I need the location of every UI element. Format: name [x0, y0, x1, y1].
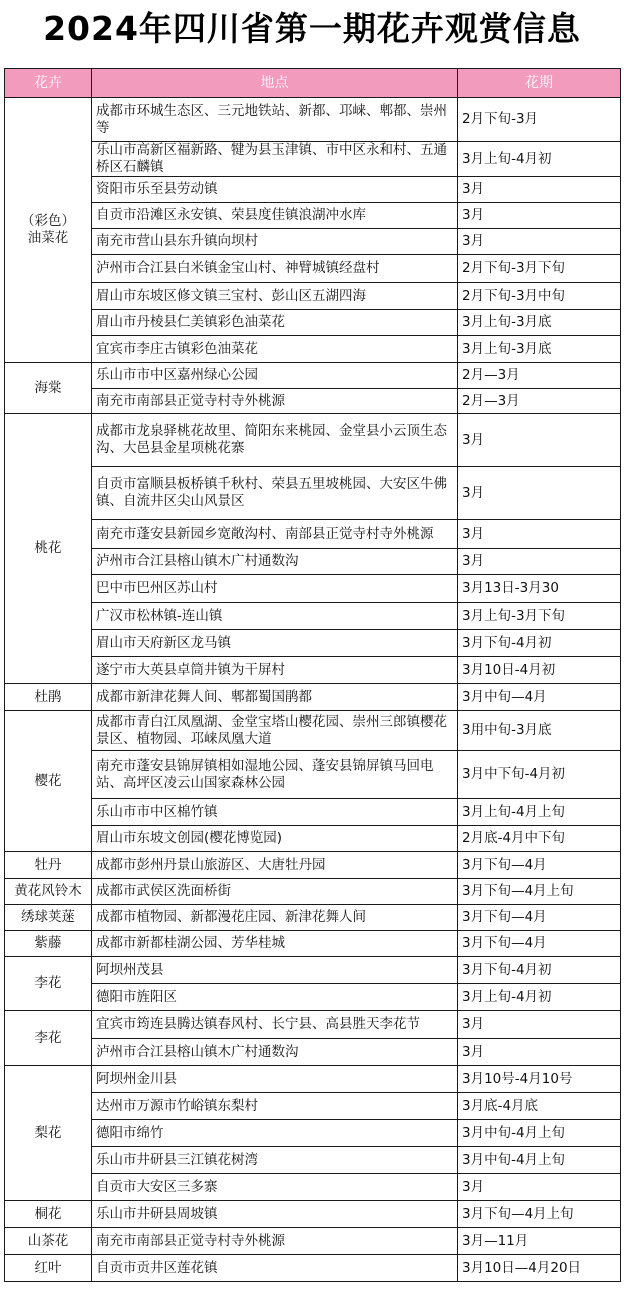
table-row — [5, 630, 621, 657]
flower-cell: 李花 — [5, 1011, 92, 1066]
flower-cell: 牡丹 — [5, 852, 92, 879]
period-cell: 3月 — [458, 1174, 621, 1201]
location-cell: 眉山市东坡区修文镇三宝村、彭山区五湖四海 — [92, 283, 458, 310]
location-cell: 泸州市合江县榕山镇木广村通数沟 — [92, 1039, 458, 1066]
table-row — [5, 575, 621, 603]
table-row — [5, 363, 621, 389]
location-cell: 眉山市丹棱县仁美镇彩色油菜花 — [92, 310, 458, 336]
period-cell: 3月下旬—4月 — [458, 852, 621, 879]
flower-cell: （彩色） 油菜花 — [5, 98, 92, 363]
table-row — [5, 1255, 621, 1282]
location-cell: 自贡市沿滩区永安镇、荣县度佳镇浪湖冲水库 — [92, 203, 458, 229]
location-cell: 成都市彭州丹景山旅游区、大唐牡丹园 — [92, 852, 458, 879]
period-cell: 3月 — [458, 1011, 621, 1039]
flower-table — [4, 68, 621, 1282]
period-cell: 3月上旬-3月下旬 — [458, 603, 621, 630]
table-row — [5, 684, 621, 711]
period-cell: 3月 — [458, 467, 621, 520]
table-header-row — [5, 69, 621, 98]
period-cell: 3月中旬-4月上旬 — [458, 1147, 621, 1174]
period-cell: 3月下旬-4月初 — [458, 630, 621, 657]
table-body — [5, 98, 621, 1282]
location-cell: 乐山市井研县三江镇花树湾 — [92, 1147, 458, 1174]
location-cell: 泸州市合江县榕山镇木广村通数沟 — [92, 549, 458, 575]
table-row — [5, 1011, 621, 1039]
period-cell: 3月 — [458, 177, 621, 203]
flower-cell: 桃花 — [5, 414, 92, 684]
location-cell: 自贡市大安区三多寨 — [92, 1174, 458, 1201]
location-cell: 成都市新都桂湖公园、芳华桂城 — [92, 931, 458, 957]
period-cell: 2月下旬-3月中旬 — [458, 283, 621, 310]
header-flower: 花卉 — [5, 69, 92, 98]
flower-cell: 黄花风铃木 — [5, 879, 92, 905]
period-cell: 3月13日-3月30 — [458, 575, 621, 603]
header-location: 地点 — [92, 69, 458, 98]
location-text: 宜宾市筠连县腾达镇春风村、长宁县、高县胜天李花节 — [96, 1016, 420, 1032]
location-cell — [92, 520, 458, 549]
location-cell: 成都市武侯区洗面桥街 — [92, 879, 458, 905]
location-cell: 成都市龙泉驿桃花故里、简阳东来桃园、金堂县小云顶生态沟、大邑县金星项桃花寨 — [92, 414, 458, 467]
period-cell: 2月下旬-3月 — [458, 98, 621, 142]
header-period: 花期 — [458, 69, 621, 98]
period-cell: 2月下旬-3月下旬 — [458, 255, 621, 283]
flower-cell: 紫藤 — [5, 931, 92, 957]
table-row — [5, 931, 621, 957]
period-cell: 3月 — [458, 229, 621, 255]
period-cell: 3月下旬—4月上旬 — [458, 1201, 621, 1228]
location-cell: 阿坝州金川县 — [92, 1066, 458, 1093]
period-cell: 2月—3月 — [458, 363, 621, 389]
location-cell: 成都市环城生态区、三元地铁站、新都、邛崃、郫都、崇州等 — [92, 98, 458, 142]
table-row — [5, 283, 621, 310]
location-cell: 德阳市旌阳区 — [92, 984, 458, 1011]
period-cell: 3月中下旬-4月初 — [458, 751, 621, 799]
period-cell: 3月10日-4月初 — [458, 657, 621, 684]
table-row — [5, 1120, 621, 1147]
location-cell: 遂宁市大英县卓筒井镇为干屏村 — [92, 657, 458, 684]
location-cell: 乐山市井研县周坡镇 — [92, 1201, 458, 1228]
period-cell: 3月上旬-3月底 — [458, 336, 621, 363]
period-cell: 3月中旬—4月 — [458, 684, 621, 711]
location-cell: 南充市南部县正觉寺村寺外桃源 — [92, 1228, 458, 1255]
period-cell: 3用中旬-3月底 — [458, 711, 621, 751]
period-cell: 3月下旬-4月初 — [458, 957, 621, 984]
table-row — [5, 414, 621, 467]
table-row — [5, 1093, 621, 1120]
location-cell: 宜宾市李庄古镇彩色油菜花 — [92, 336, 458, 363]
flower-cell: 海棠 — [5, 363, 92, 414]
table-row — [5, 1147, 621, 1174]
period-cell: 3月 — [458, 1039, 621, 1066]
location-cell: 南充市蓬安县锦屏镇相如湿地公园、蓬安县锦屏镇马回电站、高坪区凌云山国家森林公园 — [92, 751, 458, 799]
table-row — [5, 177, 621, 203]
period-cell: 3月上旬-3月底 — [458, 310, 621, 336]
location-cell: 自贡市富顺县板桥镇千秋村、荣县五里坡桃园、大安区牛佛镇、自流井区尖山风景区 — [92, 467, 458, 520]
flower-cell: 山茶花 — [5, 1228, 92, 1255]
period-cell: 3月下旬—4月 — [458, 905, 621, 931]
location-cell: 资阳市乐至县劳动镇 — [92, 177, 458, 203]
table-row — [5, 142, 621, 177]
table-row — [5, 657, 621, 684]
location-cell: 自贡市贡井区莲花镇 — [92, 1255, 458, 1282]
period-cell: 3月下旬—4月上旬 — [458, 879, 621, 905]
location-cell: 成都市新津花舞人间、郫都蜀国鹃都 — [92, 684, 458, 711]
table-row — [5, 1174, 621, 1201]
flower-cell: 樱花 — [5, 711, 92, 852]
table-row — [5, 852, 621, 879]
location-cell: 德阳市绵竹 — [92, 1120, 458, 1147]
page-title: 2024年四川省第一期花卉观赏信息 — [43, 9, 581, 48]
location-cell: 广汉市松林镇-连山镇 — [92, 603, 458, 630]
table-row — [5, 879, 621, 905]
table-row — [5, 203, 621, 229]
table-row — [5, 520, 621, 549]
table-row — [5, 467, 621, 520]
table-row — [5, 1228, 621, 1255]
table-row — [5, 98, 621, 142]
table-row — [5, 711, 621, 751]
flower-cell: 杜鹃 — [5, 684, 92, 711]
location-cell: 阿坝州茂县 — [92, 957, 458, 984]
table-row — [5, 336, 621, 363]
table-row — [5, 1066, 621, 1093]
location-cell: 南充市营山县东升镇向坝村 — [92, 229, 458, 255]
location-cell: 眉山市东坡文创园(樱花博览园) — [92, 826, 458, 852]
period-cell: 3月 — [458, 203, 621, 229]
table-row — [5, 957, 621, 984]
period-cell: 3月—11月 — [458, 1228, 621, 1255]
table-row — [5, 310, 621, 336]
location-cell: 眉山市天府新区龙马镇 — [92, 630, 458, 657]
table-row — [5, 984, 621, 1011]
period-cell: 3月上旬-4月初 — [458, 984, 621, 1011]
table-row — [5, 826, 621, 852]
location-cell: 达州市万源市竹峪镇东梨村 — [92, 1093, 458, 1120]
location-cell: 乐山市市中区嘉州绿心公园 — [92, 363, 458, 389]
period-cell: 3月10日—4月20日 — [458, 1255, 621, 1282]
period-cell: 3月上旬-4月初 — [458, 142, 621, 177]
flower-cell: 红叶 — [5, 1255, 92, 1282]
table-row — [5, 799, 621, 826]
period-cell: 3月下旬—4月 — [458, 931, 621, 957]
location-cell: 乐山市市中区棉竹镇 — [92, 799, 458, 826]
table-row — [5, 1201, 621, 1228]
location-cell: 泸州市合江县白米镇金宝山村、神臂城镇经盘村 — [92, 255, 458, 283]
period-cell: 3月底-4月底 — [458, 1093, 621, 1120]
flower-cell: 梨花 — [5, 1066, 92, 1201]
period-cell: 2月—3月 — [458, 389, 621, 414]
location-cell: 成都市青白江凤凰湖、金堂宝塔山樱花园、崇州三郎镇樱花景区、植物园、邛崃凤凰大道 — [92, 711, 458, 751]
period-cell: 2月底-4月中下旬 — [458, 826, 621, 852]
period-cell: 3月中旬-4月上旬 — [458, 1120, 621, 1147]
period-cell: 3月10号-4月10号 — [458, 1066, 621, 1093]
location-cell — [92, 1011, 458, 1039]
table-row — [5, 549, 621, 575]
location-cell: 成都市植物园、新都漫花庄园、新津花舞人间 — [92, 905, 458, 931]
table-row — [5, 389, 621, 414]
table-row — [5, 229, 621, 255]
table-row — [5, 255, 621, 283]
period-cell: 3月 — [458, 520, 621, 549]
period-cell: 3月 — [458, 414, 621, 467]
location-text: 南充市蓬安县新园乡宽敞沟村、南部县正觉寺村寺外桃源 — [96, 525, 434, 542]
location-cell: 乐山市高新区福新路、犍为县玉津镇、市中区永和村、五通桥区石麟镇 — [92, 142, 458, 177]
flower-cell: 桐花 — [5, 1201, 92, 1228]
period-cell: 3月 — [458, 549, 621, 575]
table-row — [5, 603, 621, 630]
period-cell: 3月上旬-4月上旬 — [458, 799, 621, 826]
flower-cell: 绣球荚蒾 — [5, 905, 92, 931]
flower-cell: 李花 — [5, 957, 92, 1011]
table-row — [5, 1039, 621, 1066]
table-row — [5, 751, 621, 799]
location-cell: 巴中市巴州区苏山村 — [92, 575, 458, 603]
location-cell: 南充市南部县正觉寺村寺外桃源 — [92, 389, 458, 414]
table-row — [5, 905, 621, 931]
